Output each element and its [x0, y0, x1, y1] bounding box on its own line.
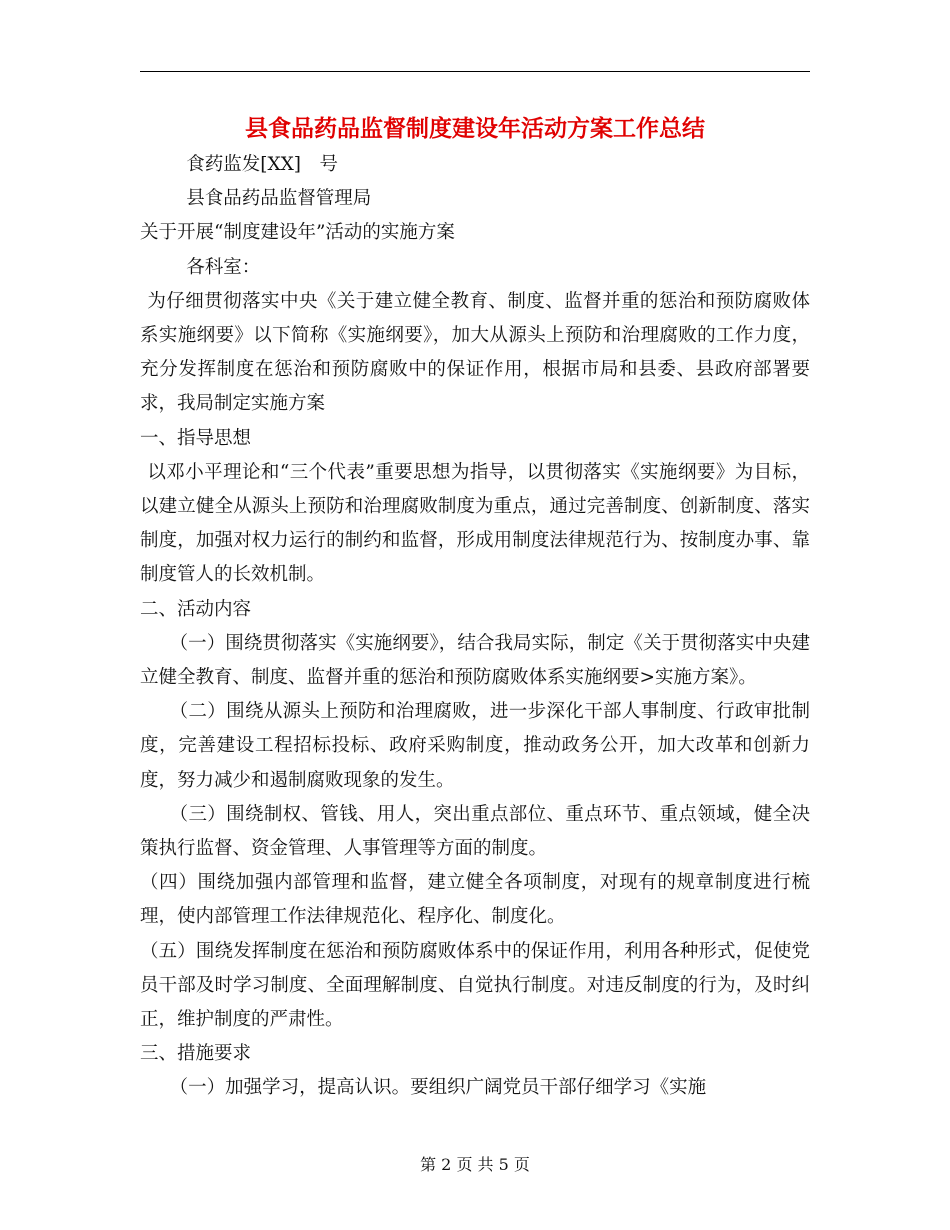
activity-item-1: （一）围绕贯彻落实《实施纲要》，结合我局实际，制定《关于贯彻落实中央建立健全教育、制度、监督并重的惩治和预防腐败体系实施纲要>实施方案》。: [140, 632, 810, 689]
issuing-authority: 县食品药品监督管理局: [186, 188, 372, 210]
document-title: 县食品药品监督制度建设年活动方案工作总结: [245, 116, 705, 142]
activity-item-3: （三）围绕制权、管钱、用人，突出重点部位、重点环节、重点领域，健全决策执行监督、资金管理、人事管理等方面的制度。: [140, 803, 810, 860]
intro-paragraph: 为仔细贯彻落实中央《关于建立健全教育、制度、监督并重的惩治和预防腐败体系实施纲要》以下简称《实施纲要》，加大从源头上预防和治理腐败的工作力度，充分发挥制度在惩治和预防腐败中的保证作用，根据市局和县委、县政府部署要求，我局制定实施方案: [140, 290, 810, 415]
addressee: 各科室：: [186, 256, 261, 278]
section-heading-1: 一、指导思想: [140, 427, 252, 449]
activity-item-5: （五）围绕发挥制度在惩治和预防腐败体系中的保证作用，利用各种形式，促使党员干部及时学习制度、全面理解制度、自觉执行制度。对违反制度的行为，及时纠正，维护制度的严肃性。: [140, 940, 810, 1031]
document-body: [140, 148, 810, 1106]
section-heading-3: 三、措施要求: [140, 1043, 252, 1065]
notice-subject: 关于开展“制度建设年”活动的实施方案: [140, 222, 455, 244]
activity-item-4: （四）围绕加强内部管理和监督，建立健全各项制度，对现有的规章制度进行梳理，使内部管理工作法律规范化、程序化、制度化。: [140, 872, 810, 928]
header-rule: [140, 71, 810, 72]
page-footer: 第 2 页 共 5 页: [420, 1155, 530, 1174]
section-heading-2: 二、活动内容: [140, 598, 252, 620]
measure-item-1: （一）加强学习，提高认识。要组织广阔党员干部仔细学习《实施: [169, 1077, 707, 1099]
document-number: 食药监发[XX] 号: [186, 154, 339, 175]
activity-item-2: （二）围绕从源头上预防和治理腐败，进一步深化干部人事制度、行政审批制度，完善建设工程招标投标、政府采购制度，推动政务公开，加大改革和创新力度，努力减少和遏制腐败现象的发生。: [140, 701, 810, 791]
guiding-ideology-paragraph: 以邓小平理论和“三个代表”重要思想为指导，以贯彻落实《实施纲要》为目标，以建立健全从源头上预防和治理腐败制度为重点，通过完善制度、创新制度、落实制度，加强对权力运行的制约和监督，形成用制度法律规范行为、按制度办事、靠制度管人的长效机制。: [140, 461, 810, 586]
